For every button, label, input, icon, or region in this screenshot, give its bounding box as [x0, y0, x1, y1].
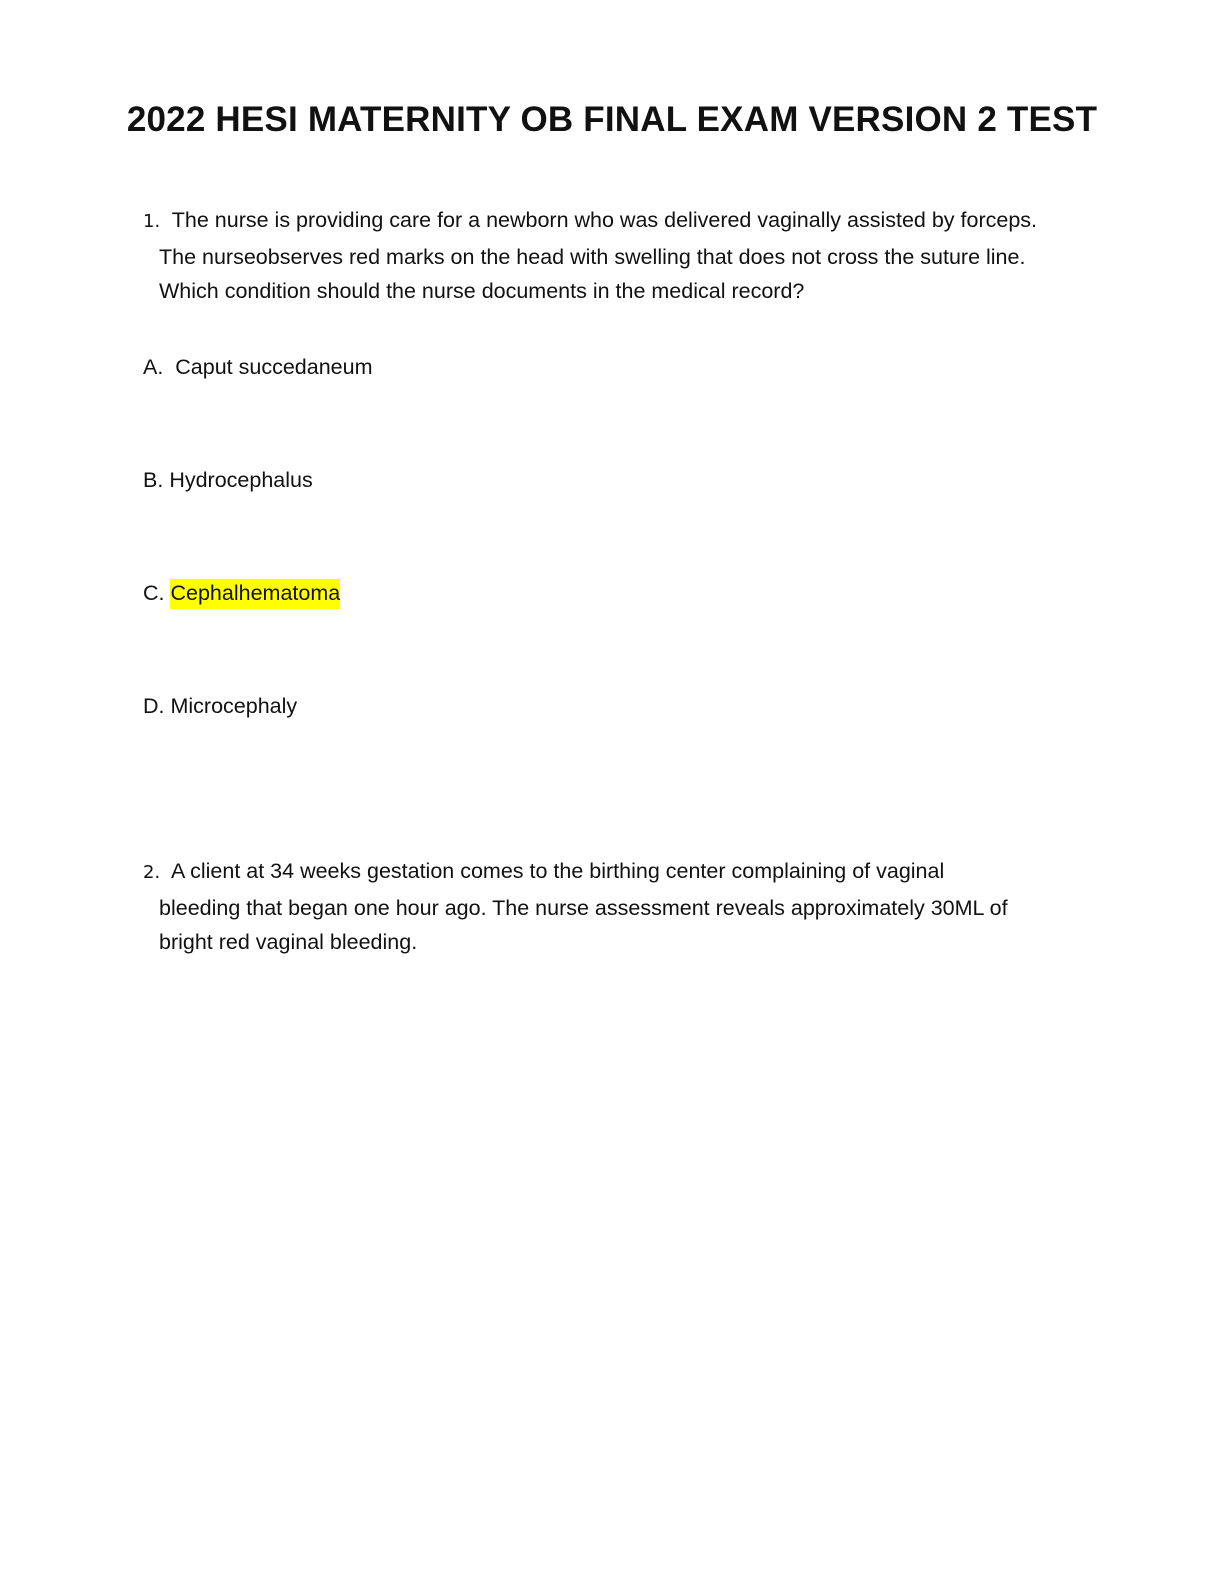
option-text: Hydrocephalus: [169, 468, 313, 492]
question-text: bleeding that began one hour ago. The nurse assessment reveals approximately 30ML of: [159, 895, 1008, 920]
question-text: The nurseobserves red marks on the head with swelling that does not cross the suture line.: [159, 244, 1026, 269]
option-text: Caput succedaneum: [175, 355, 373, 379]
question-text: The nurse is providing care for a newborn who was delivered vaginally assisted by forceps.: [171, 208, 1037, 232]
answer-option-d: [143, 689, 297, 723]
question-number: 1.: [143, 211, 161, 232]
answer-option-c: [143, 576, 340, 610]
answer-option-b: [143, 463, 313, 497]
question-1: [143, 203, 1073, 309]
question-2: [143, 854, 1073, 960]
option-letter: A.: [143, 355, 164, 379]
answer-option-a: [143, 350, 373, 384]
option-letter: D.: [143, 694, 165, 718]
document-title: 2022 HESI MATERNITY OB FINAL EXAM VERSION 2 TEST: [126, 100, 1098, 139]
option-letter: B.: [143, 468, 164, 492]
question-line: [143, 203, 1073, 240]
highlighted-answer: Cephalhematoma: [170, 579, 340, 609]
option-letter: C.: [143, 581, 165, 605]
question-line: [143, 854, 1073, 891]
question-text: bright red vaginal bleeding.: [159, 930, 418, 954]
option-text: Microcephaly: [170, 694, 298, 718]
question-number: 2.: [143, 862, 161, 883]
question-text: A client at 34 weeks gestation comes to the birthing center complaining of vaginal: [170, 859, 945, 883]
question-text: Which condition should the nurse documents in the medical record?: [159, 279, 805, 303]
